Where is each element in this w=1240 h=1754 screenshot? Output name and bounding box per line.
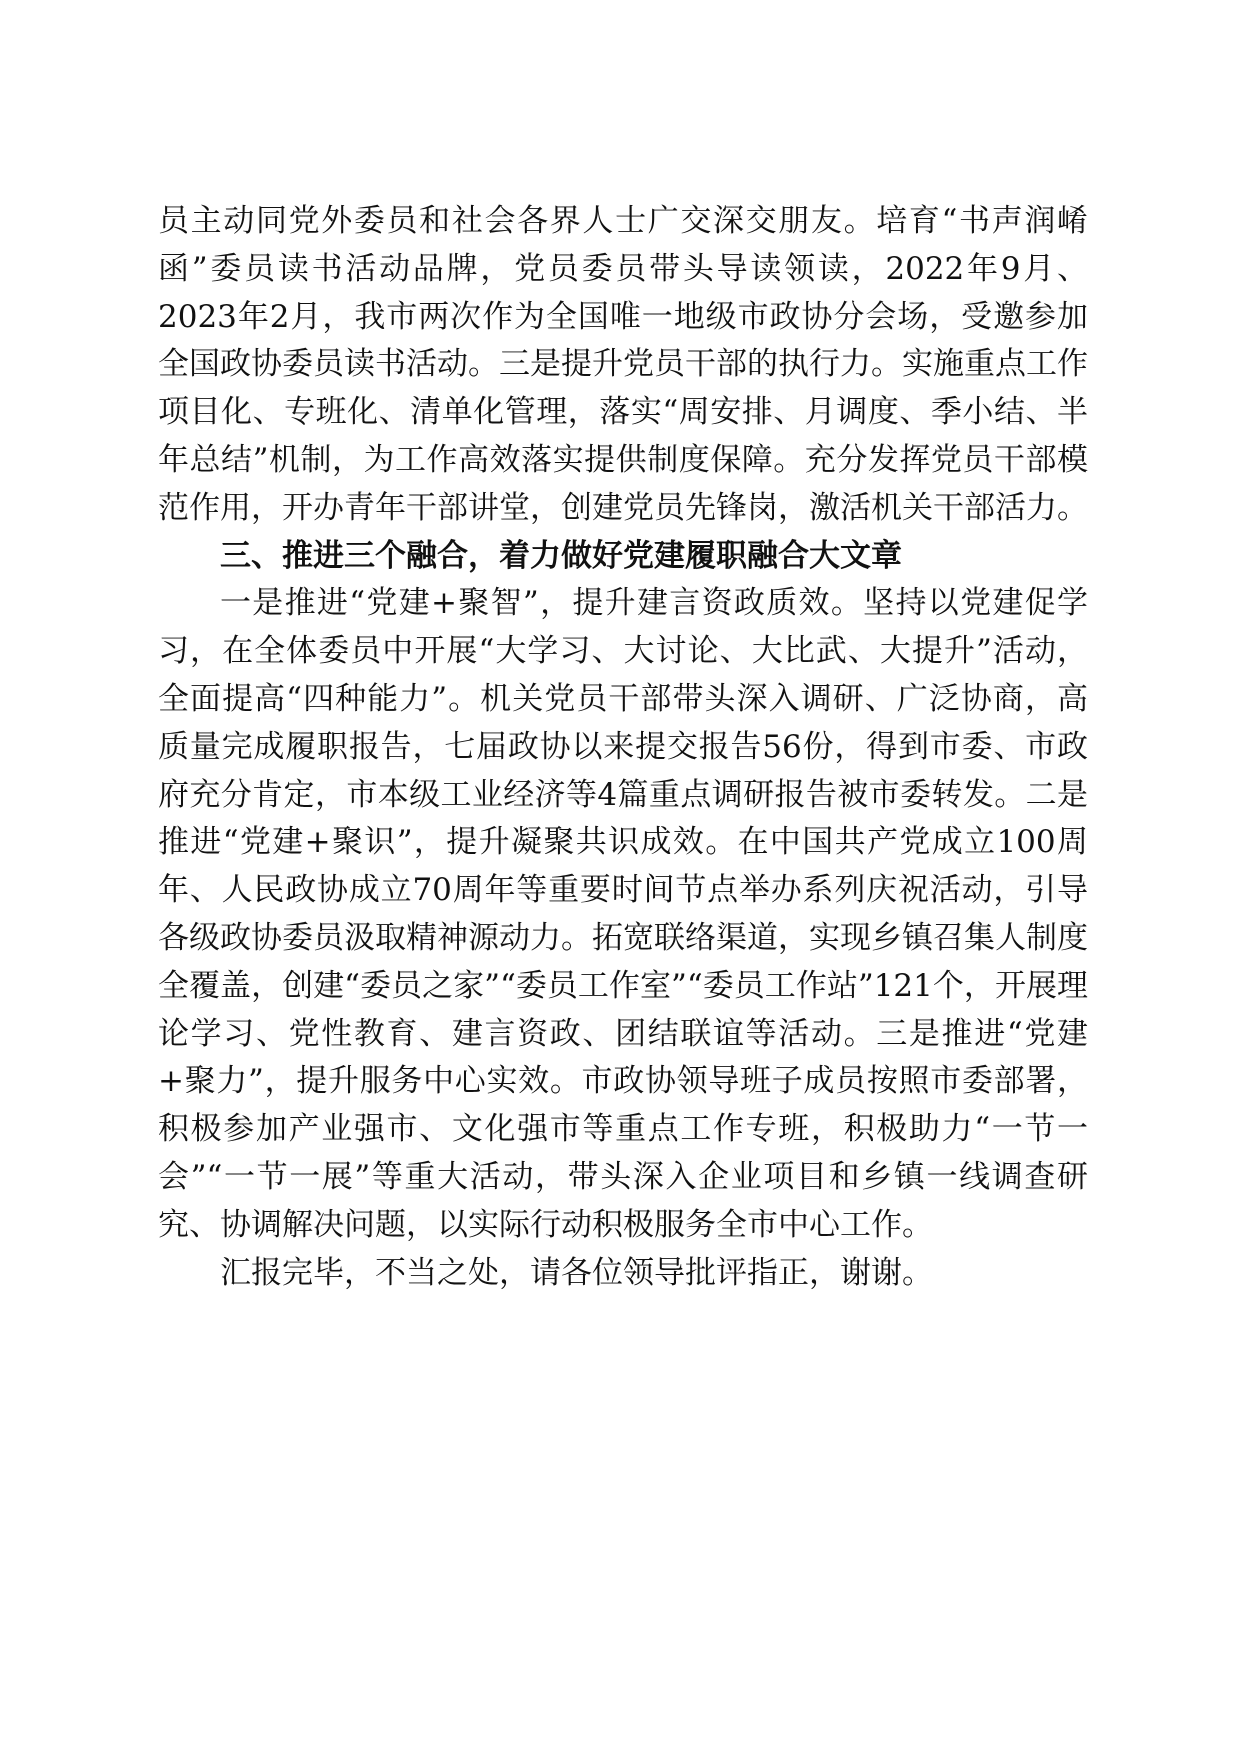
continuation-paragraph: 员主动同党外委员和社会各界人士广交深交朋友。培育“书声润崤函”委员读书活动品牌，党员委员带头导读领读，2022年9月、2023年2月，我市两次作为全国唯一地级市政协分会场，受邀参加全国政协委员读书活动。三是提升党员干部的执行力。实施重点工作项目化、专班化、清单化管理，落实“周安排、月调度、季小结、半年总结”机制，为工作高效落实提供制度保障。充分发挥党员干部模范作用，开办青年干部讲堂，创建党员先锋岗，激活机关干部活力。	[158, 203, 1088, 526]
document-body	[158, 198, 1088, 1297]
section-paragraph: 一是推进“党建+聚智”，提升建言资政质效。坚持以党建促学习，在全体委员中开展“大学习、大讨论、大比武、大提升”活动，全面提高“四种能力”。机关党员干部带头深入调研、广泛协商，高质量完成履职报告，七届政协以来提交报告56份，得到市委、市政府充分肯定，市本级工业经济等4篇重点调研报告被市委转发。二是推进“党建+聚识”，提升凝聚共识成效。在中国共产党成立100周年、人民政协成立70周年等重要时间节点举办系列庆祝活动，引导各级政协委员汲取精神源动力。拓宽联络渠道，实现乡镇召集人制度全覆盖，创建“委员之家”“委员工作室”“委员工作站”121个，开展理论学习、党性教育、建言资政、团结联谊等活动。三是推进“党建+聚力”，提升服务中心实效。市政协领导班子成员按照市委部署，积极参加产业强市、文化强市等重点工作专班，积极助力“一节一会”“一节一展”等重大活动，带头深入企业项目和乡镇一线调查研究、协调解决问题，以实际行动积极服务全市中心工作。	[158, 585, 1088, 1243]
closing-paragraph: 汇报完毕，不当之处，请各位领导批评指正，谢谢。	[220, 1254, 933, 1291]
section-heading: 三、推进三个融合，着力做好党建履职融合大文章	[220, 537, 902, 574]
